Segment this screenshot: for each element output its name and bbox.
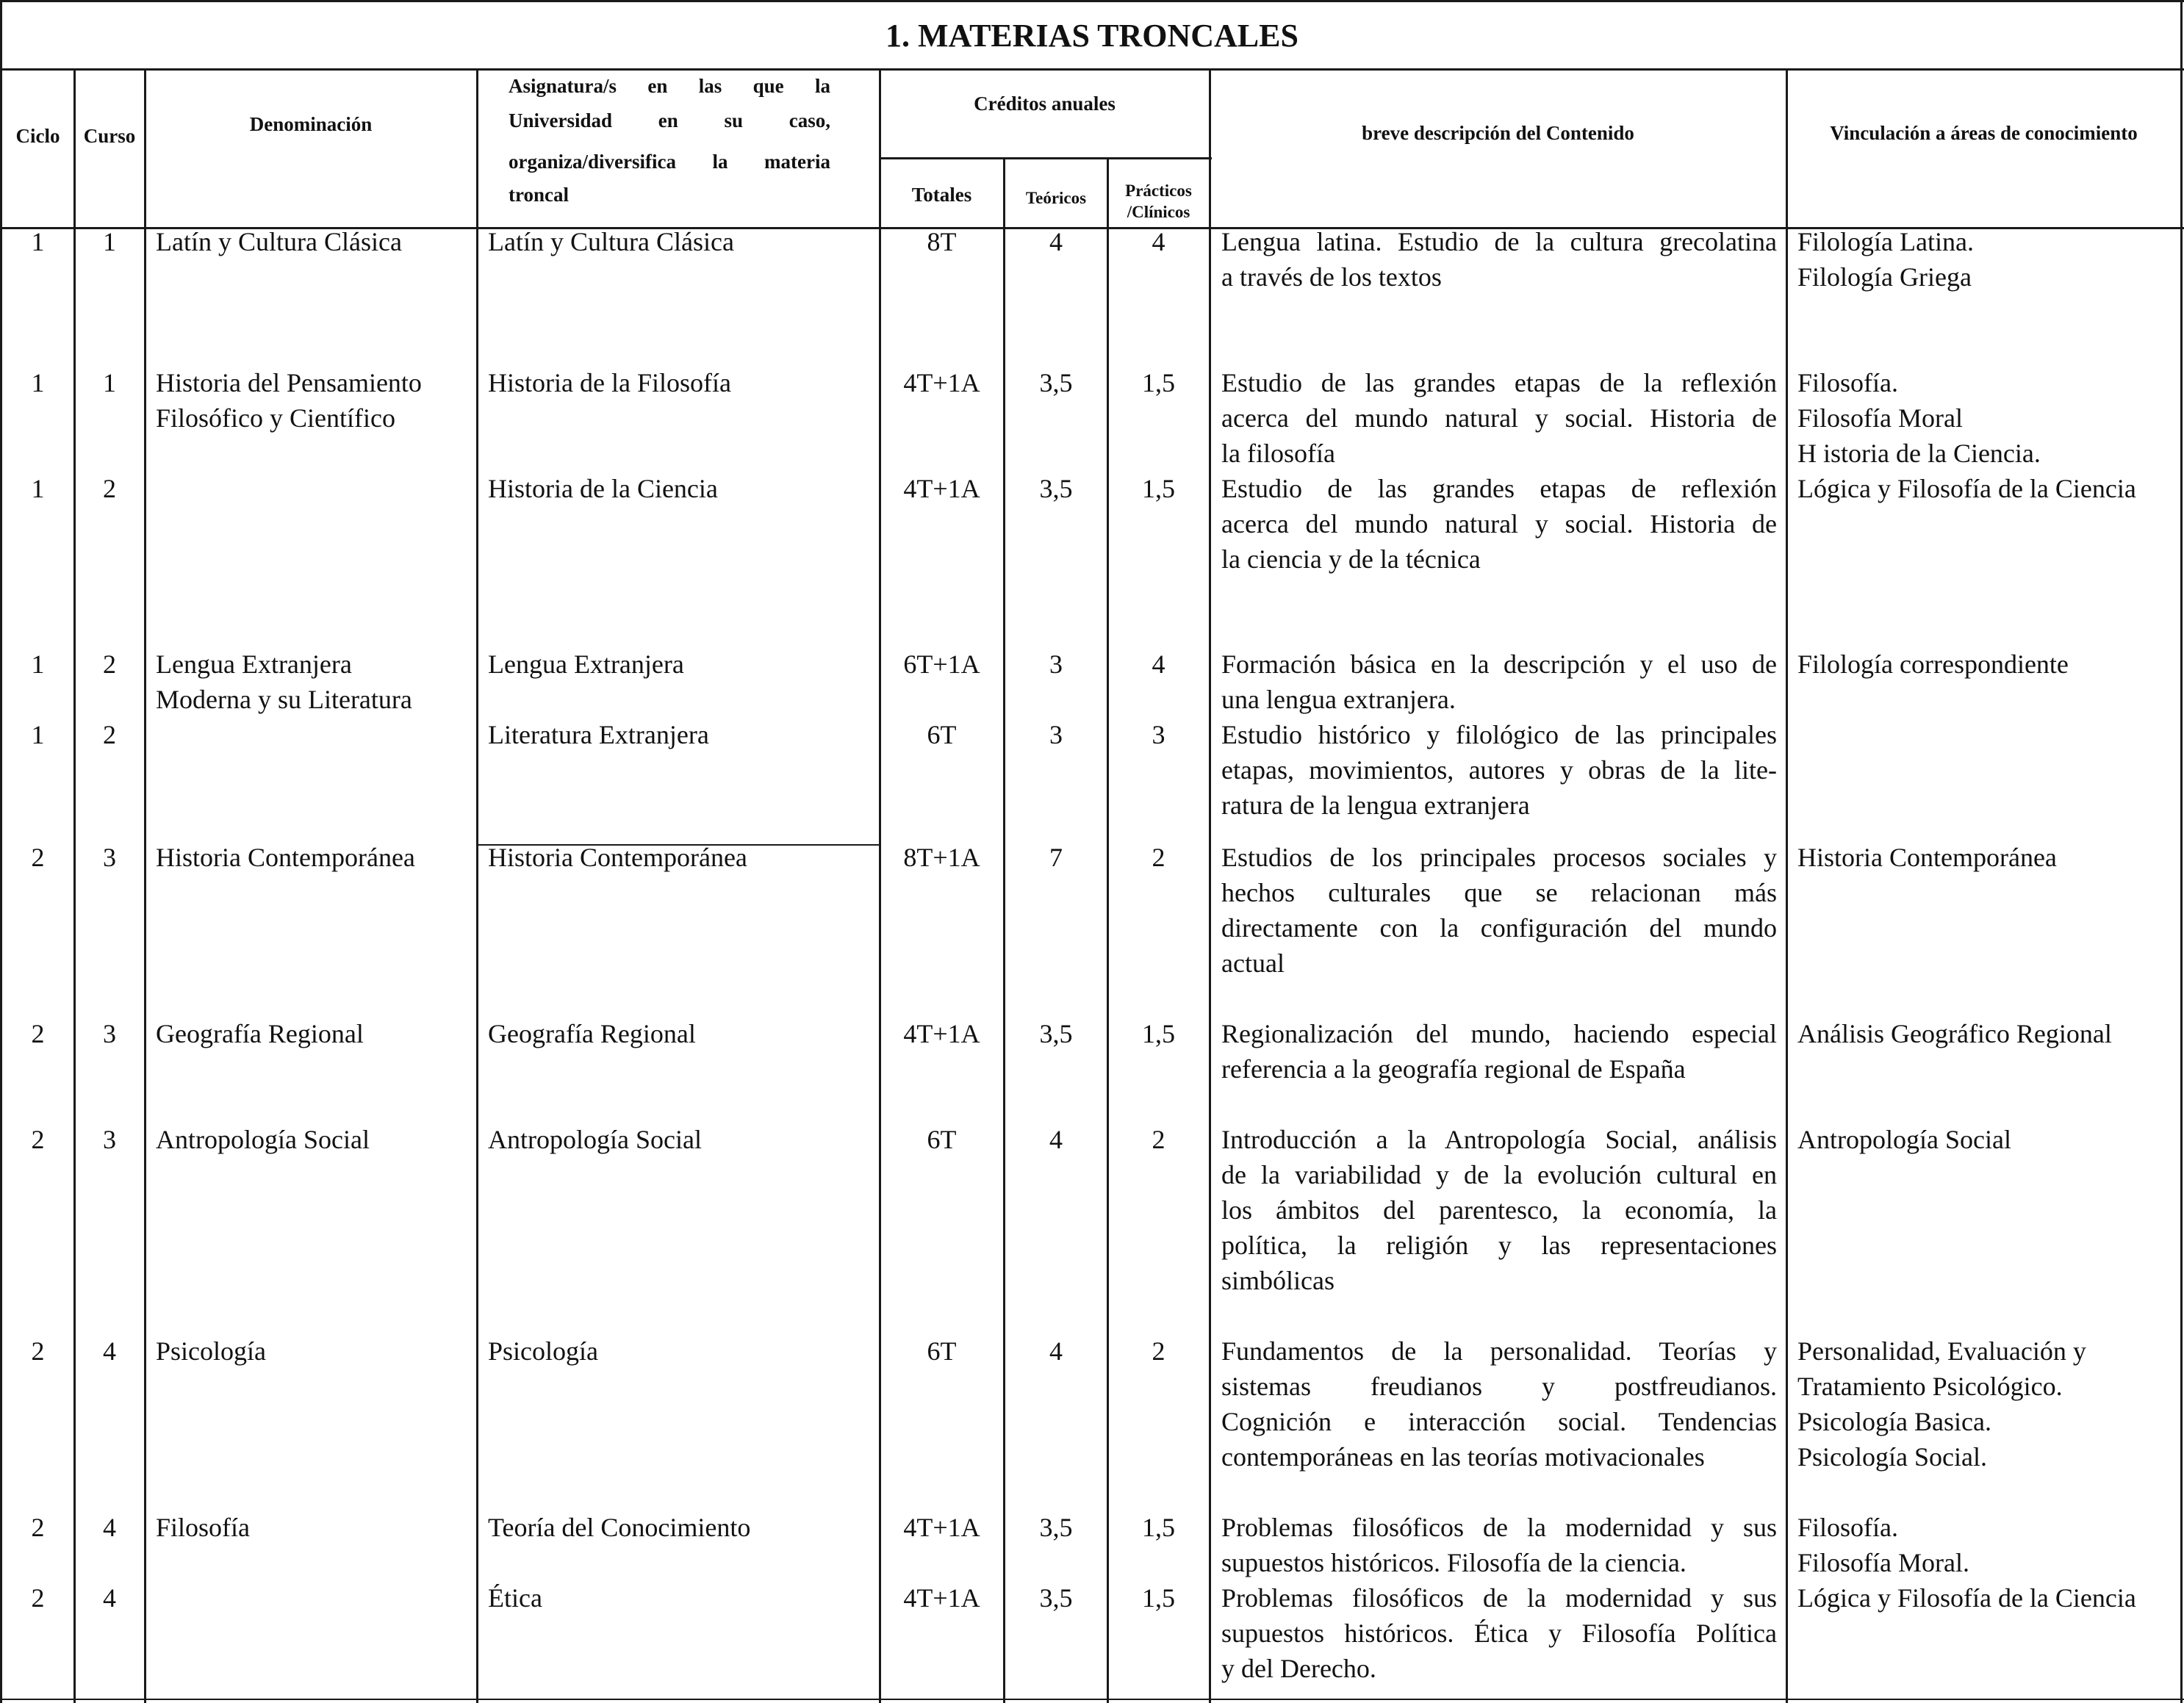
row-4-vinculacion <box>1797 647 2176 682</box>
row-7-denominacion <box>156 1016 472 1051</box>
row-8-ciclo: 2 <box>31 1125 45 1154</box>
descripcion-line: Estudio de las grandes etapas de la reflexión <box>1221 368 1777 397</box>
row-5-teoricos: 3 <box>1049 720 1063 749</box>
descripcion-line: contemporáneas en las teorías motivacionales <box>1221 1442 1705 1472</box>
denominacion-line: Filosofía <box>156 1513 251 1542</box>
row-11-ciclo: 2 <box>31 1583 45 1613</box>
descripcion-line: referencia a la geografía regional de España <box>1221 1054 1686 1084</box>
row-9-vinculacion <box>1797 1333 2176 1475</box>
row-6-asignatura: Historia Contemporánea <box>488 843 747 872</box>
vinculacion-line: Psicología Social. <box>1797 1442 1987 1472</box>
row-6-ciclo: 2 <box>31 843 45 872</box>
rule-descripcion <box>1786 68 1788 1703</box>
row-2-asignatura: Historia de la Filosofía <box>488 368 731 397</box>
descripcion-line: supuestos históricos. Ética y Filosofía Política <box>1221 1619 1777 1648</box>
vinculacion-line: Filología correspondiente <box>1797 649 2069 679</box>
row-3-totales: 4T+1A <box>903 474 980 503</box>
descripcion-line: de la variabilidad y de la evolución cultural en <box>1221 1160 1777 1189</box>
row-11-descripcion <box>1221 1580 1777 1686</box>
row-4-practicos: 4 <box>1152 649 1165 679</box>
vinculacion-line: H istoria de la Ciencia. <box>1797 439 2041 468</box>
row-9-descripcion <box>1221 1333 1777 1475</box>
vinculacion-line: Tratamiento Psicológico. <box>1797 1372 2063 1401</box>
row-8-asignatura: Antropología Social <box>488 1125 702 1154</box>
vinculacion-line: Filosofía Moral. <box>1797 1548 1969 1577</box>
header-curso: Curso <box>83 125 136 147</box>
descripcion-line: acerca del mundo natural y social. Historia de <box>1221 403 1777 433</box>
right-border <box>2180 0 2183 1703</box>
creditos-divider <box>880 157 1212 159</box>
row-3-teoricos: 3,5 <box>1039 474 1073 503</box>
header-practicos-line: /Clínicos <box>1127 203 1190 221</box>
descripcion-line: Problemas filosóficos de la modernidad y sus <box>1221 1583 1777 1613</box>
row-7-totales: 4T+1A <box>903 1019 980 1048</box>
row-4-denominacion <box>156 647 472 717</box>
row-3-curso: 2 <box>103 474 116 503</box>
title-divider <box>0 68 2184 71</box>
descripcion-line: la filosofía <box>1221 439 1335 468</box>
row-1-vinculacion <box>1797 224 2176 295</box>
row-4-asignatura: Lengua Extranjera <box>488 649 684 679</box>
row-8-denominacion <box>156 1122 472 1157</box>
row-8-practicos: 2 <box>1152 1125 1165 1154</box>
descripcion-line: simbólicas <box>1221 1266 1335 1295</box>
row-9-practicos: 2 <box>1152 1336 1165 1366</box>
row-6-denominacion <box>156 840 472 875</box>
vinculacion-line: Lógica y Filosofía de la Ciencia <box>1797 1583 2136 1613</box>
bottom-rule <box>0 1699 2184 1700</box>
descripcion-line: Problemas filosóficos de la modernidad y sus <box>1221 1513 1777 1542</box>
descripcion-line: a través de los textos <box>1221 262 1442 292</box>
row-1-ciclo: 1 <box>31 227 45 256</box>
header-asignatura-line: troncal <box>509 184 569 206</box>
descripcion-line: Cognición e interacción social. Tendencias <box>1221 1407 1777 1436</box>
row-5-descripcion <box>1221 717 1777 823</box>
row-6-totales: 8T+1A <box>903 843 980 872</box>
row-5-ciclo: 1 <box>31 720 45 749</box>
row-7-teoricos: 3,5 <box>1039 1019 1073 1048</box>
vinculacion-line: Análisis Geográfico Regional <box>1797 1019 2112 1048</box>
row-7-practicos: 1,5 <box>1142 1019 1175 1048</box>
descripcion-line: actual <box>1221 948 1285 978</box>
denominacion-line: Historia del Pensamiento <box>156 368 422 397</box>
vinculacion-line: Psicología Basica. <box>1797 1407 1991 1436</box>
row-1-totales: 8T <box>927 227 957 256</box>
descripcion-line: hechos culturales que se relacionan más <box>1221 878 1777 907</box>
row-1-descripcion <box>1221 224 1777 295</box>
descripcion-line: y del Derecho. <box>1221 1654 1376 1683</box>
row-4-teoricos: 3 <box>1049 649 1063 679</box>
header-totales: Totales <box>911 184 972 206</box>
row-1-asignatura: Latín y Cultura Clásica <box>488 227 734 256</box>
header-practicos <box>1108 180 1209 223</box>
descripcion-line: Lengua latina. Estudio de la cultura grecolatina <box>1221 227 1777 256</box>
denominacion-line: Filosófico y Científico <box>156 403 395 433</box>
row-11-vinculacion <box>1797 1580 2176 1616</box>
row-2-totales: 4T+1A <box>903 368 980 397</box>
descripcion-line: los ámbitos del parentesco, la economía, la <box>1221 1195 1777 1225</box>
row-1-teoricos: 4 <box>1049 227 1063 256</box>
row-2-teoricos: 3,5 <box>1039 368 1073 397</box>
row-3-ciclo: 1 <box>31 474 45 503</box>
row-3-vinculacion <box>1797 471 2176 506</box>
row-3-practicos: 1,5 <box>1142 474 1175 503</box>
row-11-teoricos: 3,5 <box>1039 1583 1073 1613</box>
row-8-descripcion <box>1221 1122 1777 1298</box>
row-4-totales: 6T+1A <box>903 649 980 679</box>
denominacion-line: Psicología <box>156 1336 266 1366</box>
denominacion-line: Moderna y su Literatura <box>156 685 412 714</box>
row-6-curso: 3 <box>103 843 116 872</box>
row-9-curso: 4 <box>103 1336 116 1366</box>
descripcion-line: Estudio de las grandes etapas de reflexión <box>1221 474 1777 503</box>
rule-asignatura <box>879 68 881 1703</box>
descripcion-line: ratura de la lengua extranjera <box>1221 791 1530 820</box>
header-asignatura-line: Asignatura/s en las que la <box>509 75 830 97</box>
row-7-ciclo: 2 <box>31 1019 45 1048</box>
top-border <box>0 0 2184 2</box>
page-title: 1. MATERIAS TRONCALES <box>886 18 1298 54</box>
row-10-vinculacion <box>1797 1510 2176 1580</box>
vinculacion-line: Lógica y Filosofía de la Ciencia <box>1797 474 2136 503</box>
row-6-descripcion <box>1221 840 1777 981</box>
denominacion-line: Latín y Cultura Clásica <box>156 227 402 256</box>
row-9-denominacion <box>156 1333 472 1369</box>
row-9-totales: 6T <box>927 1336 957 1366</box>
vinculacion-line: Antropología Social <box>1797 1125 2011 1154</box>
descripcion-line: Introducción a la Antropología Social, análisis <box>1221 1125 1777 1154</box>
row-10-curso: 4 <box>103 1513 116 1542</box>
descripcion-line: Estudios de los principales procesos sociales y <box>1221 843 1777 872</box>
row-8-teoricos: 4 <box>1049 1125 1063 1154</box>
row-5-asignatura: Literatura Extranjera <box>488 720 709 749</box>
row-2-practicos: 1,5 <box>1142 368 1175 397</box>
row-8-totales: 6T <box>927 1125 957 1154</box>
row-6-practicos: 2 <box>1152 843 1165 872</box>
row-10-totales: 4T+1A <box>903 1513 980 1542</box>
row-2-vinculacion <box>1797 365 2176 471</box>
descripcion-line: directamente con la configuración del mundo <box>1221 913 1777 943</box>
row-11-curso: 4 <box>103 1583 116 1613</box>
row-11-asignatura: Ética <box>488 1583 542 1613</box>
rule-denominacion <box>476 68 478 1703</box>
row-4-ciclo: 1 <box>31 649 45 679</box>
denominacion-line: Lengua Extranjera <box>156 649 352 679</box>
row-1-curso: 1 <box>103 227 116 256</box>
vinculacion-line: Filología Griega <box>1797 262 1972 292</box>
vinculacion-line: Historia Contemporánea <box>1797 843 2057 872</box>
descripcion-line: Estudio histórico y filológico de las principales <box>1221 720 1777 749</box>
row-2-ciclo: 1 <box>31 368 45 397</box>
row-10-practicos: 1,5 <box>1142 1513 1175 1542</box>
row-4-curso: 2 <box>103 649 116 679</box>
denominacion-line: Antropología Social <box>156 1125 370 1154</box>
vinculacion-line: Filosofía. <box>1797 1513 1899 1542</box>
vinculacion-line: Filosofía Moral <box>1797 403 1963 433</box>
header-creditos: Créditos anuales <box>974 93 1116 115</box>
row-3-descripcion <box>1221 471 1777 577</box>
descripcion-line: sistemas freudianos y postfreudianos. <box>1221 1372 1777 1401</box>
header-denominacion: Denominación <box>249 113 373 135</box>
denominacion-line: Geografía Regional <box>156 1019 364 1048</box>
row-1-practicos: 4 <box>1152 227 1165 256</box>
header-vinculacion: Vinculación a áreas de conocimiento <box>1830 122 2138 144</box>
row-5-totales: 6T <box>927 720 957 749</box>
row-1-denominacion <box>156 224 472 259</box>
descripcion-line: una lengua extranjera. <box>1221 685 1456 714</box>
row-5-practicos: 3 <box>1152 720 1165 749</box>
vinculacion-line: Filosofía. <box>1797 368 1899 397</box>
row-9-teoricos: 4 <box>1049 1336 1063 1366</box>
row-11-practicos: 1,5 <box>1142 1583 1175 1613</box>
descripcion-line: etapas, movimientos, autores y obras de la lite- <box>1221 755 1777 785</box>
row-7-curso: 3 <box>103 1019 116 1048</box>
header-asignatura-line: Universidad en su caso, <box>509 109 830 132</box>
denominacion-line: Historia Contemporánea <box>156 843 415 872</box>
rule-creditos <box>1209 68 1211 1703</box>
vinculacion-line: Filología Latina. <box>1797 227 1974 256</box>
row-2-descripcion <box>1221 365 1777 471</box>
row-3-asignatura: Historia de la Ciencia <box>488 474 718 503</box>
descripcion-line: la ciencia y de la técnica <box>1221 544 1481 574</box>
descripcion-line: supuestos históricos. Filosofía de la ciencia. <box>1221 1548 1687 1577</box>
row-10-ciclo: 2 <box>31 1513 45 1542</box>
row-4-descripcion <box>1221 647 1777 717</box>
rule-curso <box>144 68 146 1703</box>
descripcion-line: política, la religión y las representaciones <box>1221 1231 1777 1260</box>
header-asignatura <box>509 73 830 209</box>
descripcion-line: Formación básica en la descripción y el uso de <box>1221 649 1777 679</box>
row-2-denominacion <box>156 365 472 436</box>
descripcion-line: Fundamentos de la personalidad. Teorías y <box>1221 1336 1777 1366</box>
header-practicos-line: Prácticos <box>1125 181 1192 200</box>
row-10-descripcion <box>1221 1510 1777 1580</box>
header-descripcion: breve descripción del Contenido <box>1362 122 1634 144</box>
row-10-denominacion <box>156 1510 472 1545</box>
row-10-teoricos: 3,5 <box>1039 1513 1073 1542</box>
row-7-asignatura: Geografía Regional <box>488 1019 696 1048</box>
row-10-asignatura: Teoría del Conocimiento <box>488 1513 751 1542</box>
row-6-vinculacion <box>1797 840 2176 875</box>
row-5-curso: 2 <box>103 720 116 749</box>
row-6-teoricos: 7 <box>1049 843 1063 872</box>
header-asignatura-line: organiza/diversifica la materia <box>509 151 830 173</box>
row-7-descripcion <box>1221 1016 1777 1087</box>
header-ciclo: Ciclo <box>15 125 60 147</box>
row-9-ciclo: 2 <box>31 1336 45 1366</box>
descripcion-line: acerca del mundo natural y social. Historia de <box>1221 509 1777 539</box>
vinculacion-line: Personalidad, Evaluación y <box>1797 1336 2086 1366</box>
row-2-curso: 1 <box>103 368 116 397</box>
row-7-vinculacion <box>1797 1016 2176 1051</box>
descripcion-line: Regionalización del mundo, haciendo especial <box>1221 1019 1777 1048</box>
header-teoricos: Teóricos <box>1025 189 1087 207</box>
row-11-totales: 4T+1A <box>903 1583 980 1613</box>
row-9-asignatura: Psicología <box>488 1336 598 1366</box>
rule-ciclo <box>73 68 76 1703</box>
row-8-curso: 3 <box>103 1125 116 1154</box>
row-8-vinculacion <box>1797 1122 2176 1157</box>
